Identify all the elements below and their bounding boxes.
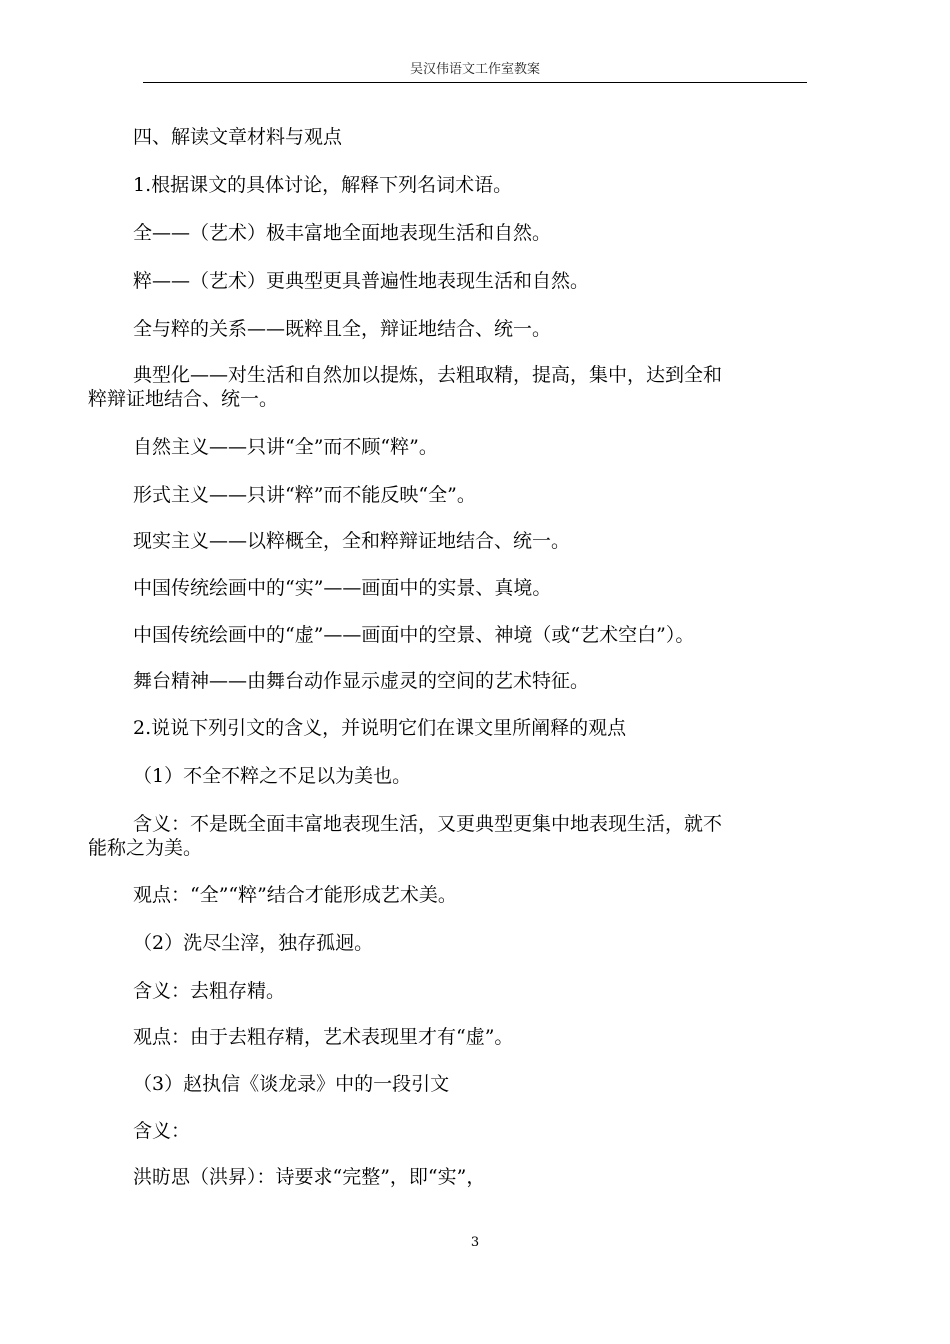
viewpoint-1: 观点：“全”“粹”结合才能形成艺术美。: [133, 884, 457, 906]
meaning-1-cont: 能称之为美。: [88, 837, 203, 859]
quote-3: （3）赵执信《谈龙录》中的一段引文: [133, 1073, 450, 1095]
term-naturalism: 自然主义——只讲“全”而不顾“粹”。: [133, 436, 438, 458]
question-2: 2.说说下列引文的含义，并说明它们在课文里所阐释的观点: [133, 717, 627, 739]
term-stage-spirit: 舞台精神——由舞台动作显示虚灵的空间的艺术特征。: [133, 670, 590, 692]
term-cui: 粹——（艺术）更典型更具普遍性地表现生活和自然。: [133, 270, 590, 292]
page-header-title: 吴汉伟语文工作室教案: [409, 62, 540, 77]
term-realism: 现实主义——以粹概全，全和粹辩证地结合、统一。: [133, 530, 571, 552]
meaning-1: 含义：不是既全面丰富地表现生活，又更典型更集中地表现生活，就不: [133, 813, 723, 835]
meaning-2: 含义：去粗存精。: [133, 980, 286, 1002]
viewpoint-2: 观点：由于去粗存精，艺术表现里才有“虚”。: [133, 1026, 514, 1048]
term-relation: 全与粹的关系——既粹且全，辩证地结合、统一。: [133, 318, 552, 340]
term-typification-cont: 粹辩证地结合、统一。: [88, 388, 279, 410]
term-xu: 中国传统绘画中的“虚”——画面中的空景、神境（或“艺术空白”）。: [133, 624, 695, 646]
page-number: 3: [470, 1235, 480, 1250]
quote-1: （1）不全不粹之不足以为美也。: [133, 765, 412, 787]
question-1: 1.根据课文的具体讨论，解释下列名词术语。: [133, 174, 513, 196]
term-formalism: 形式主义——只讲“粹”而不能反映“全”。: [133, 484, 476, 506]
hong-fangsi-note: 洪昉思（洪昇）：诗要求“完整”，即“实”，: [133, 1166, 486, 1188]
meaning-3: 含义：: [133, 1120, 191, 1142]
term-shi: 中国传统绘画中的“实”——画面中的实景、真境。: [133, 577, 552, 599]
term-quan: 全——（艺术）极丰富地全面地表现生活和自然。: [133, 222, 552, 244]
term-typification: 典型化——对生活和自然加以提炼，去粗取精，提高，集中，达到全和: [133, 364, 723, 386]
quote-2: （2）洗尽尘滓，独存孤迥。: [133, 932, 374, 954]
section-heading: 四、解读文章材料与观点: [133, 126, 343, 148]
